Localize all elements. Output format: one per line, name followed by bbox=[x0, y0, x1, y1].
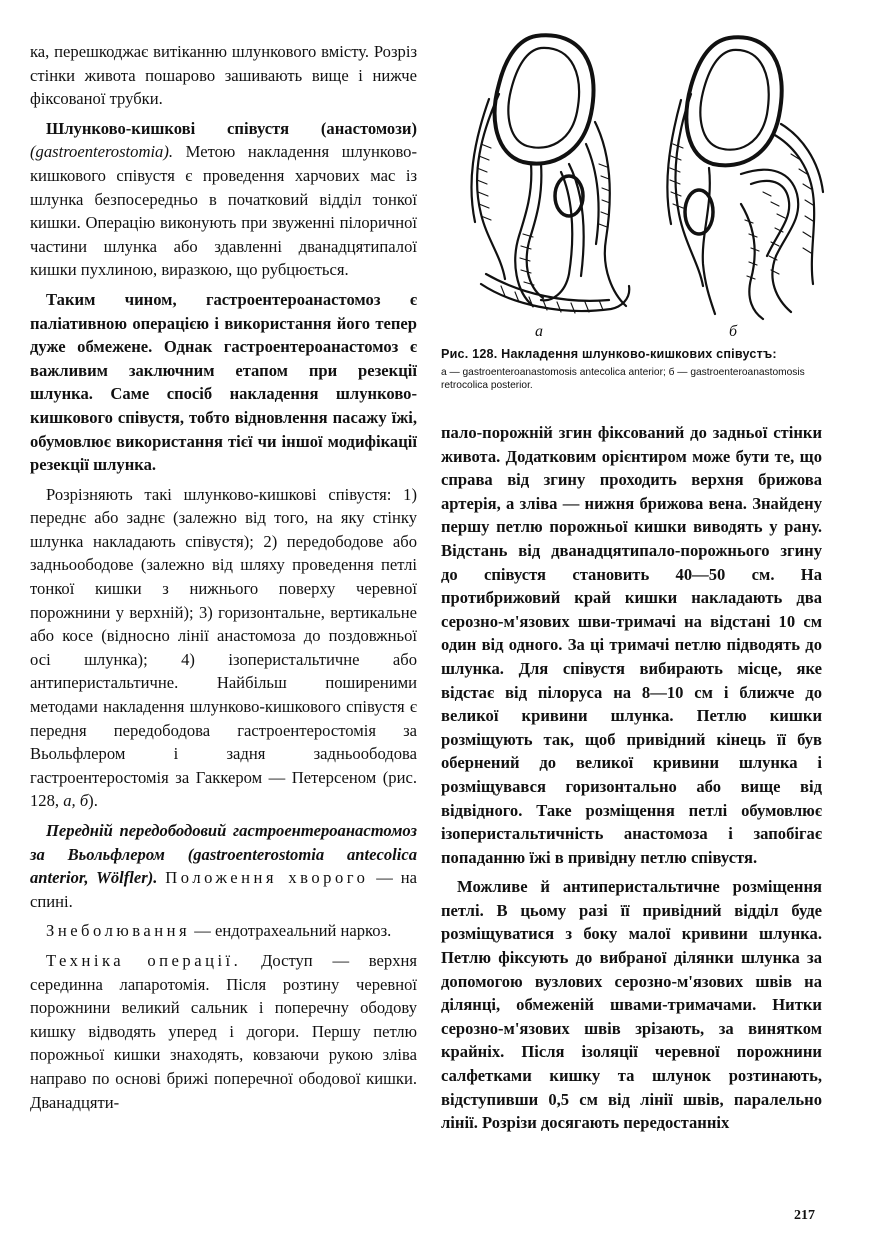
figure-caption bbox=[441, 346, 822, 392]
figure-ref-a: а, bbox=[63, 791, 76, 811]
latin-term: (gastroenterostomia). bbox=[30, 142, 174, 162]
paragraph-continuation: ка, перешкоджає витіканню шлункового вмісту. Розріз стінки живота пошарово зашивають вище і нижче фіксованої трубки. bbox=[30, 42, 417, 109]
technique-text: Доступ — верхня серединна лапаротомія. Після розтину черевної порожнини великий сальник і поперечну ободову кишку відводять уперед і догори. Першу петлю порожньої кишки знаходять, ковзаючи рукою зліва направо по основі брижі поперечної ободової кишки. Дванадцяти- bbox=[30, 950, 417, 1112]
classification-text: Розрізняють такі шлунково-кишкові співустя: 1) переднє або заднє (залежно від того, на яку стінку шлунка накладають співустя); 2) передободове або задньоободове (залежно від шляху проведення петлі тонкої кишки з нижнього поверху черевної порожнини у верхній); 3) горизонтальне, вертикальне або косе (відносно лінії анастомоза до поздовжньої осі шлунка); 4) ізоперистальтичне або антиперистальтичне. Найбільш поширеними методами накладення шлунково-кишкового співустя є передня передободова гастроентеростомія за Вьольфлером і задня задньоободова гастроентеростомія за Гаккером — Петерсеном (рис. 128, bbox=[30, 484, 417, 811]
paragraph-classification bbox=[30, 483, 417, 813]
anesthesia-label: Знеболювання bbox=[46, 921, 191, 941]
paragraph-wolfler bbox=[30, 819, 417, 913]
panel-a-drawing bbox=[471, 35, 629, 313]
paragraph-antiperistaltic: Можливе й антиперистальтичне розміщення петлі. В цьому разі її привідний відділ буде розміщуватися з боку малої кривини шлунка. Петлю фіксують до вибраної ділянки шлунка за допомогою вузлових серозно-м'язових швів на ділянці, обмеженій швами-тримачами. Нитки серозно-м'язових швів зрізають, за винятком крайніх. Після ізоляції черевної порожнини салфетками кишку та шлунок розтинають, відступивши 0,5 см від лінії швів, паралельно лінії. Розрізи досягають передостанніх bbox=[441, 877, 822, 1133]
page-number: 217 bbox=[794, 1208, 815, 1223]
figure-ref-b: б bbox=[79, 791, 89, 811]
paragraph-technique bbox=[30, 949, 417, 1114]
caption-title: Рис. 128. Накладення шлунково-кишкових співустъ: bbox=[441, 347, 777, 361]
anastomosis-illustration bbox=[441, 24, 826, 344]
technique-label: Техніка операції. bbox=[46, 950, 242, 970]
paragraph-duodenojejunal: пало-порожній згин фіксований до задньої стінки живота. Додатковим орієнтиром може бути те, що справа від згину проходить верхня брижова артерія, а зліва — нижня брижова вена. Знайдену першу петлю порожньої кишки виводять у рану. Відстань від дванадцятипало-порожнього згину до співустя становить 40—50 см. На протибрижовий край кишки накладають два серозно-м'язових шви-тримачі на відстані 10 см один від одного. За ці тримачі петлю підводять до шлунка. Для співустя вибирають місце, яке відстає від пілоруса на 8—10 см і ближче до великої кривини шлунка. Петлю кишки розміщують так, щоб привідний кінець її був обернений до великої кривини шлунка і розміщувався горизонтально або вище від відвідного. Таке розміщення петлі обумовлює ізоперистальтичність анастомоза і запобігає попаданню їжі в привідну петлю співустя. bbox=[441, 423, 822, 867]
anesthesia-text: — ендотрахеальний наркоз. bbox=[190, 921, 392, 941]
paragraph-anastomoses bbox=[30, 117, 417, 282]
classification-end: ). bbox=[88, 791, 98, 811]
left-column bbox=[30, 40, 417, 1114]
patient-position-label: Положення хворого bbox=[165, 868, 369, 888]
label-a: а bbox=[535, 323, 543, 340]
anastomoses-text: Метою накладення шлунково-кишкового співустя є проведення харчових мас із шлунка безпосередньо в початковий відділ тонкої кишки. Операцію виконують при звуженні пілоричної частини шлунка або здавленні дванадцятипалої кишки пухлиною, виразкою, що рубцюється. bbox=[30, 142, 417, 280]
paragraph-anesthesia bbox=[30, 919, 417, 943]
wolfler-title: Передній передободовий гастроентероанастомоз за Вьольфлером (gastroenterostomia antecolica anterior, Wölfler). bbox=[30, 821, 417, 888]
figure-128 bbox=[441, 24, 826, 344]
right-column bbox=[441, 421, 822, 1135]
heading-anastomoses: Шлунково-кишкові співустя (анастомози) bbox=[46, 118, 417, 138]
paragraph-gastroenteroanastomosis: Таким чином, гастроентероанастомоз є паліативною операцією і використання його тепер дуже обмежене. Однак гастроентероанастомоз є важливим заключним етапом при резекції шлунка. Саме спосіб накладення шлунково-кишкового співустя, тобто відновлення пасажу їжі, обумовлює використання тієї чи іншої модифікації резекції шлунка. bbox=[30, 289, 417, 475]
patient-position-text: — на спині. bbox=[30, 868, 417, 911]
panel-b-drawing bbox=[667, 37, 823, 319]
label-b: б bbox=[728, 323, 738, 340]
caption-legend: а — gastroenteroanastomosis antecolica anterior; б — gastroenteroanastomosis retrocolica posterior. bbox=[441, 367, 805, 391]
